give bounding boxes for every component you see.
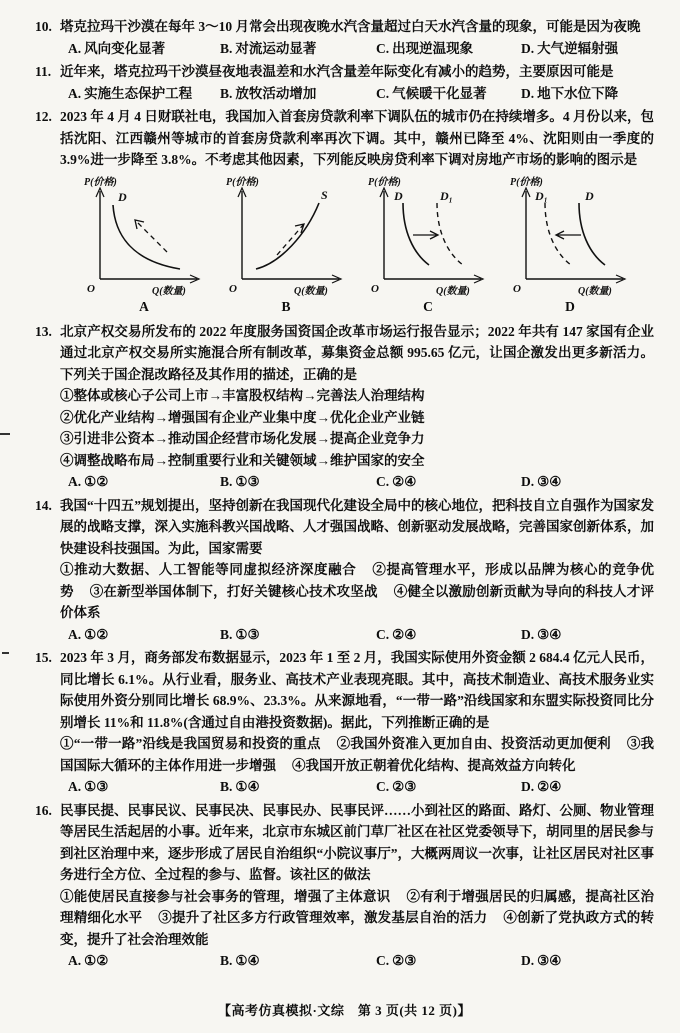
graph-letter: A	[139, 298, 149, 314]
sub-option-1: ①推动大数据、人工智能等同虚拟经济深度融合	[60, 562, 357, 577]
sub-option-1: ①“一带一路”沿线是我国贸易和投资的重点	[60, 736, 321, 751]
question-10	[35, 16, 654, 59]
question-stem	[35, 106, 654, 171]
x-axis-label: Q(数量)	[436, 285, 470, 297]
option-a: A. ①②	[68, 626, 109, 642]
sub-option-4: ④调整战略布局→控制重要行业和关键领域→维护国家的安全	[60, 452, 425, 468]
options-row	[35, 83, 654, 105]
question-number: 11.	[35, 64, 52, 79]
question-stem	[35, 61, 654, 83]
option-a: A. 实施生态保护工程	[68, 85, 193, 101]
question-15	[35, 647, 654, 798]
sub-options	[35, 886, 654, 951]
question-number: 10.	[35, 19, 52, 34]
graph-letter: C	[423, 298, 433, 314]
option-c: C. ②③	[376, 953, 417, 968]
demand-shift-right-chart	[364, 175, 492, 297]
option-d: D. ③④	[521, 474, 562, 489]
demand-curve	[403, 203, 429, 265]
options-row	[35, 38, 654, 60]
origin-label: O	[513, 282, 521, 295]
option-a: A. ①②	[68, 953, 109, 968]
option-c: C. ②③	[376, 779, 417, 794]
q12-graphs	[80, 175, 654, 317]
option-b: B. ①③	[220, 626, 260, 642]
demand-curve-shifted	[437, 203, 463, 265]
sub-option-2: ②我国外资准入更加自由、投资活动更加便利	[336, 736, 611, 751]
question-stem-text: 塔克拉玛干沙漠在每年 3～10 月常会出现夜晚水汽含量超过白天水汽含量的现象，可能是因为夜晚	[60, 19, 641, 34]
sub-option-1: ①整体或核心子公司上市→丰富股权结构→完善法人治理结构	[60, 388, 425, 403]
demand-curve	[579, 203, 605, 265]
option-a: A. ①②	[68, 474, 109, 489]
curve-label: D	[394, 188, 403, 203]
graph-panel-c	[364, 175, 492, 317]
question-stem-text: 民事民提、民事民议、民事民决、民事民办、民事民评……小到社区的路面、路灯、公厕、物业管理等居民生活起居的小事。近年来，北京市东城区前门草厂社区在社区党委领导下，胡同里的居民参与到社区治理中来，逐步形成了居民自治组织“小院议事厅”，大概两周议一次事，让社区居民对社区事务进行全方位、全过程的参与、监督。该社区的做法	[60, 802, 654, 882]
supply-curve-chart	[222, 175, 350, 297]
option-c: C. ②④	[376, 474, 417, 489]
option-c: C. 出现逆温现象	[376, 40, 474, 56]
sub-option-2: ②有利于增强居民的归属感，提高社区治理精细化水平	[60, 888, 655, 925]
question-stem	[35, 800, 654, 886]
graph-panel-b	[222, 175, 350, 317]
question-12	[35, 106, 654, 319]
sub-option-2: ②优化产业结构→增强国有企业产业集中度→优化企业产业链	[60, 409, 425, 425]
option-c: C. ②④	[376, 626, 417, 642]
options-row	[35, 471, 654, 493]
question-stem-text: 2023 年 3 月，商务部发布数据显示，2023 年 1 至 2 月，我国实际使用外资金额 2 684.4 亿元人民币，同比增长 6.1%。从行业看，服务业、高技术产业表现亮眼。其中，高技术制造业、高技术服务业实际使用外资分别同比增长 68.9%、23.3%。从来源地看，“一带一路”沿线国家和东盟实际投资同比分别增长 11%和 11.8%(含通过自由港投资数据)。据此，下列推断正确的是	[60, 650, 654, 730]
page-footer: 【高考仿真模拟·文综 第 3 页(共 12 页)】	[218, 1002, 471, 1018]
y-axis-label: P(价格)	[510, 176, 543, 188]
x-axis-label: Q(数量)	[152, 285, 186, 297]
question-number: 16.	[35, 802, 52, 818]
option-d: D. 地下水位下降	[521, 85, 619, 101]
options-row	[35, 776, 654, 798]
question-number: 14.	[35, 497, 52, 513]
question-stem-text: 我国“十四五”规划提出，坚持创新在我国现代化建设全局中的核心地位，把科技自立自强作为国家发展的战略支撑，深入实施科教兴国战略、人才强国战略、创新驱动发展战略，完善国家创新体系，加快建设科技强国。为此，国家需要	[60, 497, 654, 556]
x-axis-label: Q(数量)	[578, 285, 612, 297]
sub-option-4: ④健全以激励创新贡献为导向的科技人才评价体系	[60, 583, 655, 620]
y-axis-label: P(价格)	[226, 176, 259, 188]
question-stem	[35, 321, 654, 386]
options-row	[35, 624, 654, 646]
option-b: B. ①④	[220, 953, 260, 968]
option-a: A. 风向变化显著	[68, 40, 166, 56]
sub-option-3: ③引进非公资本→推动国企经营市场化发展→提高企业竞争力	[60, 431, 425, 446]
sub-options	[35, 559, 654, 624]
option-d: D. ②④	[521, 779, 562, 794]
question-14	[35, 495, 654, 646]
curve-label: D	[585, 188, 594, 203]
option-c: C. 气候暖干化显著	[376, 85, 487, 101]
sub-option-2: ②提高管理水平，形成以品牌为核心的竞争优势	[60, 562, 655, 599]
graph-panel-d	[506, 175, 634, 317]
question-number: 13.	[35, 323, 52, 339]
scan-artifact	[2, 652, 9, 654]
x-axis-label: Q(数量)	[294, 285, 328, 297]
option-b: B. ①③	[220, 474, 260, 489]
sub-option-3: ③在新型举国体制下，打好关键核心技术攻坚战	[89, 583, 378, 599]
supply-curve	[256, 203, 319, 269]
sub-option-1: ①能使居民直接参与社会事务的管理，增强了主体意识	[60, 888, 391, 904]
option-b: B. 放牧活动增加	[220, 85, 317, 101]
question-stem-text: 近年来，塔克拉玛干沙漠昼夜地表温差和水汽含量差年际变化有减小的趋势，主要原因可能是	[60, 64, 614, 79]
question-stem	[35, 16, 654, 38]
question-16	[35, 800, 654, 972]
question-stem-text: 北京产权交易所发布的 2022 年度服务国资国企改革市场运行报告显示；2022 年共有 147 家国有企业通过北京产权交易所实施混合所有制改革，募集资金总额 995.65 亿元，让国企激发出更多新活力。下列关于国企混改路径及其作用的描述，正确的是	[60, 323, 654, 382]
demand-shift-left-chart	[506, 175, 634, 297]
option-d: D. 大气逆辐射强	[521, 40, 619, 56]
option-d: D. ③④	[521, 953, 562, 968]
origin-label: O	[229, 282, 237, 295]
question-stem-text: 2023 年 4 月 4 日财联社电，我国加入首套房贷款利率下调队伍的城市仍在持续增多。4 月份以来，包括沈阳、江西赣州等城市的首套房贷款利率再次下调。其中，赣州已降至 4%、沈阳则由一季度的 3.9%进一步降至 3.8%。不考虑其他因素，下列能反映房贷利率下调对房地产市场的影响的图示是	[60, 109, 654, 167]
graph-letter: D	[565, 298, 575, 314]
option-b: B. 对流运动显著	[220, 40, 317, 56]
demand-curve	[113, 205, 180, 269]
question-stem	[35, 495, 654, 560]
graph-panel-a	[80, 175, 208, 317]
question-stem	[35, 647, 654, 733]
option-d: D. ③④	[521, 626, 562, 642]
sub-option-3: ③提升了社区多方行政管理效率，激发基层自治的活力	[158, 910, 488, 925]
question-number: 15.	[35, 650, 52, 665]
option-b: B. ①④	[220, 779, 260, 794]
sub-options	[35, 385, 654, 471]
sub-option-4: ④我国开放正朝着优化结构、提高效益方向转化	[292, 757, 576, 773]
question-11	[35, 61, 654, 104]
question-number: 12.	[35, 109, 52, 124]
shift-arrow	[135, 220, 167, 252]
origin-label: O	[87, 282, 95, 295]
sub-option-4: ④创新了党执政方式的转变，提升了社会治理效能	[60, 910, 655, 947]
sub-options	[35, 733, 654, 776]
options-row	[35, 950, 654, 972]
graph-letter: B	[281, 298, 291, 314]
curve-label: D₁	[535, 188, 548, 203]
shift-arrow	[277, 224, 304, 255]
curve-label: D	[118, 189, 127, 204]
demand-curve-chart	[80, 175, 208, 297]
option-a: A. ①③	[68, 779, 109, 794]
sub-option-3: ③我国国际大循环的主体作用进一步增强	[60, 736, 655, 773]
scan-artifact	[0, 433, 10, 435]
question-13	[35, 321, 654, 493]
origin-label: O	[371, 282, 379, 295]
curve-label: D₁	[440, 188, 453, 203]
y-axis-label: P(价格)	[84, 176, 117, 188]
y-axis-label: P(价格)	[368, 176, 401, 188]
curve-label: S	[321, 187, 328, 202]
